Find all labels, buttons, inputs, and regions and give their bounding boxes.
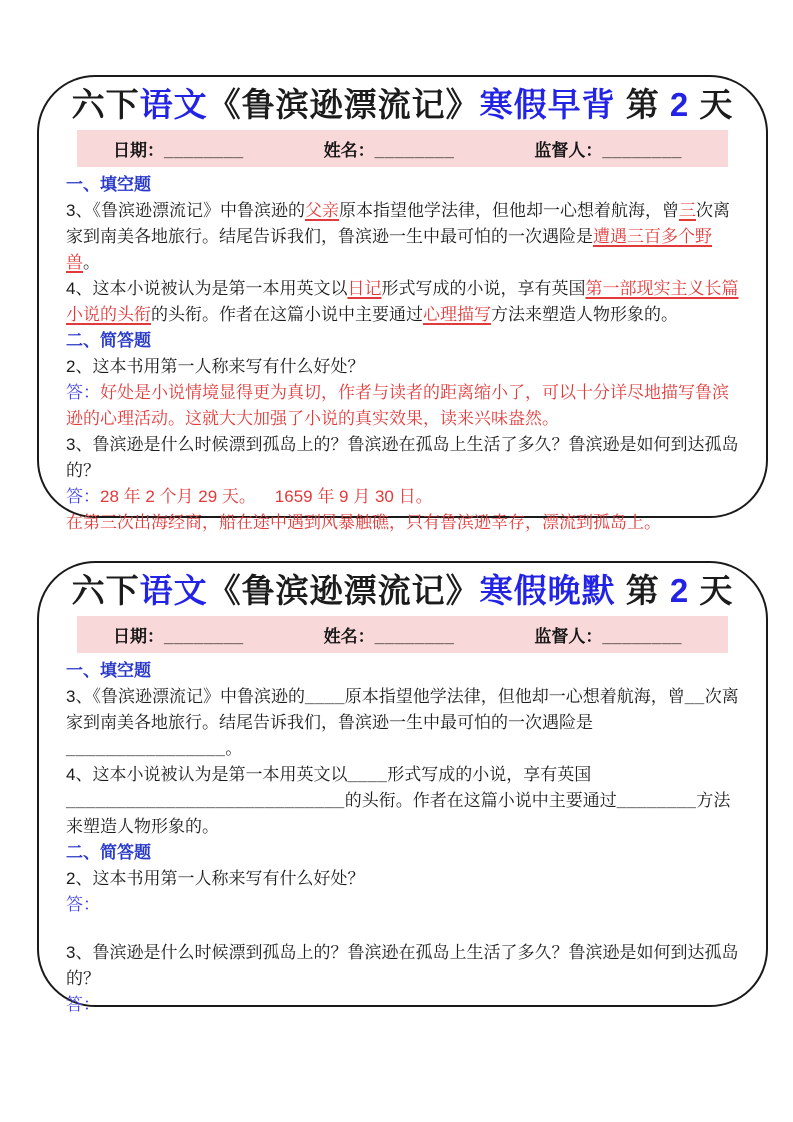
answer-3-line-2 [66,510,739,536]
text-segment: 《鲁滨逊漂流记》 [207,86,480,123]
info-bar [77,130,728,167]
text-segment: 3、鲁滨逊是什么时候漂到孤岛上的？鲁滨逊在孤岛上生活了多久？鲁滨逊是如何到达孤岛的？ [66,943,739,988]
text-segment: 寒假早背 [479,86,616,123]
fill-in-question-4 [66,762,739,840]
date-field [113,136,244,161]
morning-card [37,75,768,532]
text-segment: 六下 [71,86,140,123]
answer-3-line-1 [66,484,739,510]
name-field-blank: ________ [374,141,455,160]
text-segment: __ [684,687,705,706]
date-field-label: 日期： [113,141,164,160]
text-segment: 形式写成的小说，享有英国 [381,279,586,298]
text-segment: 六下 [71,572,140,609]
name-field-blank: ________ [374,627,455,646]
text-segment: 方法来塑造人物形象的。 [491,305,678,324]
text-segment: 一、填空题 [66,175,151,194]
text-segment: 3、鲁滨逊是什么时候漂到孤岛上的？鲁滨逊在孤岛上生活了多久？鲁滨逊是如何到达孤岛的？ [66,435,739,480]
card-content [66,172,739,536]
answer-2-label [66,892,739,918]
text-segment: 《鲁滨逊漂流记》 [207,572,480,609]
name-field [324,136,455,161]
text-segment: 三 [678,201,696,220]
text-segment: 3、《鲁滨逊漂流记》中鲁滨逊的 [66,201,305,220]
fill-in-question-3 [66,198,739,276]
card-title [65,570,740,612]
fill-in-question-3 [66,684,739,762]
text-segment: 2 [669,572,690,609]
text-segment: 遭遇三百多个野兽 [66,227,712,272]
text-segment: 第一部现实主义长篇小说的头衔 [66,279,739,324]
text-segment: ____________________________ [66,791,345,810]
text-segment: 。 [83,253,100,272]
text-segment: ________ [616,791,697,810]
text-segment: 在第三次出海经商，船在途中遇到风暴触礁，只有鲁滨逊幸存，漂流到孤岛上。 [66,513,661,532]
date-field-blank: ________ [164,141,244,160]
text-segment: 答： [66,895,100,914]
evening-card [37,561,768,1014]
date-field [113,622,244,647]
supervisor-field-label: 监督人： [534,141,603,160]
name-field [324,622,455,647]
text-segment: 第 [615,86,670,123]
text-segment: 语文 [139,572,208,609]
text-segment: 2、这本书用第一人称来写有什么好处？ [66,869,365,888]
section-1-heading [66,172,739,198]
text-segment: ________________ [66,739,226,758]
text-segment: 答： [66,383,100,402]
text-segment: 天 [689,86,734,123]
supervisor-field-label: 监督人： [534,627,603,646]
section-2-heading [66,328,739,354]
text-segment: 形式写成的小说，享有英国 [387,765,592,784]
fill-in-question-4 [66,276,739,328]
text-segment: 的头衔。作者在这篇小说中主要通过 [344,791,617,810]
text-segment: 一、填空题 [66,661,151,680]
text-segment: 原本指望他学法律，但他却一心想着航海，曾 [344,687,685,706]
answer-2-writing-space [66,918,739,940]
date-field-label: 日期： [113,627,164,646]
text-segment: 好处是小说情境显得更为真切，作者与读者的距离缩小了，可以十分详尽地描写鲁滨逊的心理活动。这就大大加强了小说的真实效果，读来兴味盎然。 [66,383,729,428]
text-segment: 原本指望他学法律，但他却一心想着航海，曾 [338,201,679,220]
text-segment: 4、这本小说被认为是第一本用英文以 [66,765,348,784]
text-segment: 3、《鲁滨逊漂流记》中鲁滨逊的 [66,687,305,706]
text-segment: 二、简答题 [66,331,151,350]
supervisor-field [534,622,682,647]
text-segment: 寒假晚默 [479,572,616,609]
section-1-heading [66,658,739,684]
answer-3-label [66,992,739,1018]
supervisor-field-blank: ________ [602,141,682,160]
text-segment: ____ [347,765,388,784]
text-segment: 二、简答题 [66,843,151,862]
info-bar [77,616,728,653]
supervisor-field [534,136,682,161]
text-segment: 父亲 [304,201,339,220]
short-answer-question-2 [66,866,739,892]
text-segment: 次离家到南美各地旅行。结尾告诉我们，鲁滨逊一生中最可怕的一次遇险是 [66,201,730,246]
text-segment: 天 [689,572,734,609]
short-answer-question-3 [66,432,739,484]
card-title [65,84,740,126]
name-field-label: 姓名： [323,141,375,160]
text-segment: 第 [615,572,670,609]
text-segment: 4、这本小说被认为是第一本用英文以 [66,279,348,298]
card-content [66,658,739,1018]
text-segment: 方法来塑造人物形象的。 [66,791,731,836]
text-segment: 次离家到南美各地旅行。结尾告诉我们，鲁滨逊一生中最可怕的一次遇险是 [66,687,739,732]
text-segment: ____ [304,687,345,706]
text-segment: 28 年 2 个月 29 天。 1659 年 9 月 30 日。 [100,487,433,506]
text-segment: 2 [669,86,690,123]
text-segment: 日记 [347,279,382,298]
short-answer-question-2 [66,354,739,380]
short-answer-question-3 [66,940,739,992]
text-segment: 2、这本书用第一人称来写有什么好处？ [66,357,365,376]
text-segment: 。 [225,739,243,758]
name-field-label: 姓名： [323,627,375,646]
text-segment: 心理描写 [423,305,491,324]
date-field-blank: ________ [164,627,244,646]
text-segment: 答： [66,487,100,506]
text-segment: 答： [66,995,100,1014]
supervisor-field-blank: ________ [602,627,682,646]
text-segment: 的头衔。作者在这篇小说中主要通过 [151,305,423,324]
text-segment: 语文 [139,86,208,123]
answer-2 [66,380,739,432]
section-2-heading [66,840,739,866]
